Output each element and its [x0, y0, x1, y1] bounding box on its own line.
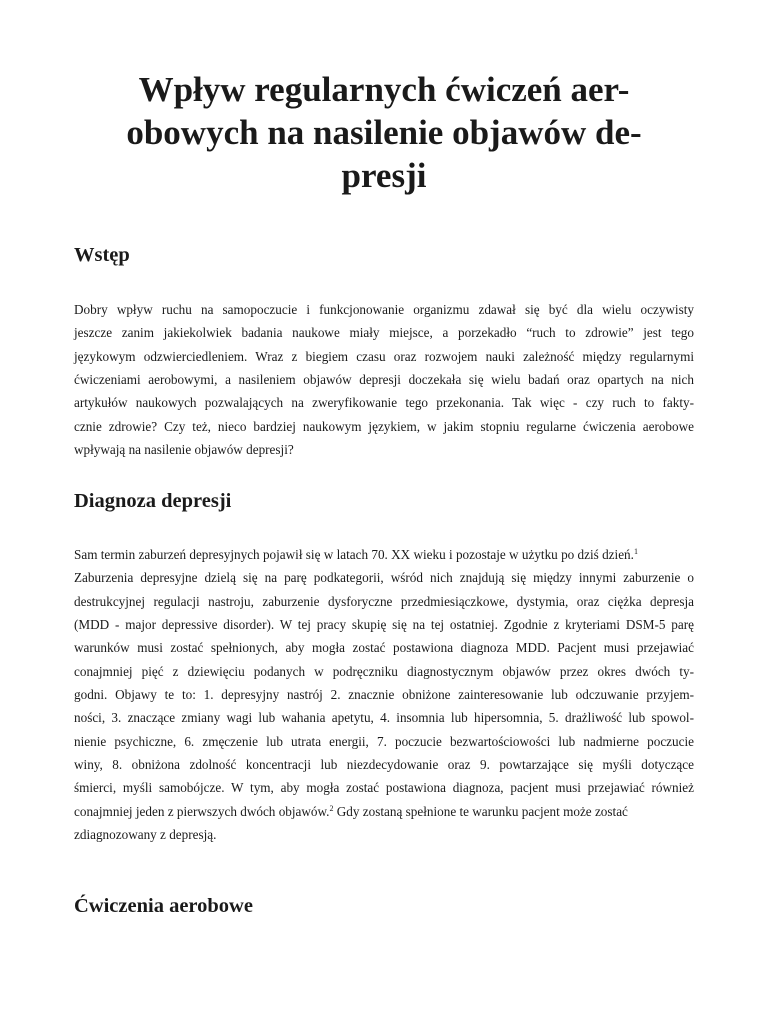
paragraph-line: wpływają na nasilenie objawów depresji?: [74, 442, 294, 458]
title-line: Wpływ regularnych ćwiczeń aer-: [138, 70, 630, 109]
paragraph-line: śmierci, myśli samobójcze. W tym, aby mogła zostać postawiona diagnoza, pacjent musi przejawiać również: [74, 780, 694, 796]
section-heading-diagnoza: Diagnoza depresji: [74, 490, 232, 512]
paragraph-line: cznie zdrowie? Czy też, nieco bardziej naukowym językiem, w jakim stopniu regularne ćwiczenia aerobowe: [74, 418, 694, 434]
title-line: presji: [341, 156, 427, 195]
paragraph-line: zdiagnozowany z depresją.: [74, 827, 217, 843]
paragraph-line: warunków musi zostać spełnionych, aby mogła zostać postawiona diagnoza MDD. Pacjent musi przejawiać: [74, 640, 694, 656]
paragraph-line: artykułów naukowych pozwalających na zweryfikowanie tego przekonania. Tak więc - czy ruch to fakty-: [74, 395, 694, 411]
section-heading-wstep: Wstęp: [74, 244, 130, 266]
paragraph-line: destrukcyjnej regulacji nastroju, zaburzenie dysforyczne przedmiesiączkowe, dystymia, oraz ciężka depresja: [74, 593, 694, 609]
line-text: conajmniej jeden z pierwszych dwóch objawów.: [74, 803, 330, 819]
paragraph-line: Dobry wpływ ruchu na samopoczucie i funkcjonowanie organizmu zdawał się być dla wielu oczywisty: [74, 302, 694, 317]
document-title: [60, 68, 708, 197]
paragraph-line: językowym odzwierciedleniem. Wraz z biegiem czasu oraz rozwojem nauki zależność między regularnymi: [74, 348, 694, 364]
line-text: Gdy zostaną spełnione te warunku pacjent może zostać: [333, 803, 628, 819]
paragraph-line: nienie psychiczne, 6. zmęczenie lub utrata energii, 7. poczucie bezwartościowości lub nadmierne poczucie: [74, 733, 694, 749]
title-line: obowych na nasilenie objawów de-: [126, 113, 642, 152]
paragraph-line: Zaburzenia depresyjne dzielą się na parę podkategorii, wśród nich znajdują się między innymi zaburzenie o: [74, 570, 694, 586]
line-text: Sam termin zaburzeń depresyjnych pojawił się w latach 70. XX wieku i pozostaje w użytku po dziś dzień.: [74, 547, 634, 562]
section-heading-cwiczenia: Ćwiczenia aerobowe: [74, 895, 253, 917]
footnote-marker: 1: [633, 547, 638, 556]
paragraph-line: ności, 3. znaczące zmiany wagi lub wahania apetytu, 4. insomnia lub hipersomnia, 5. drażliwość lub spowol-: [74, 710, 694, 726]
paragraph-wstep: [74, 298, 694, 461]
paragraph-diagnoza: [74, 543, 694, 846]
paragraph-line: ćwiczeniami aerobowymi, a nasileniem objawów depresji doczekała się wielu badań oraz opartych na nich: [74, 372, 694, 388]
paragraph-line: [74, 800, 694, 823]
paragraph-line: conajmniej pięć z dziewięciu podanych w podręczniku diagnostycznym objawów przez okres dwóch ty-: [74, 663, 694, 679]
paragraph-line: (MDD - major depressive disorder). W tej pracy skupię się na tej ostatniej. Zgodnie z kryteriami DSM-5 parę: [74, 617, 694, 633]
paragraph-line: winy, 8. obniżona zdolność koncentracji lub niezdecydowanie oraz 9. powtarzające się myśli dotyczące: [74, 757, 694, 773]
paragraph-line: godni. Objawy te to: 1. depresyjny nastrój 2. znacznie obniżone zainteresowanie lub odczuwanie przyjem-: [74, 687, 694, 703]
footnote-marker: 2: [329, 803, 334, 813]
paragraph-line: [74, 543, 694, 566]
paragraph-line: jeszcze zanim jakiekolwiek badania naukowe miały miejsce, a porzekadło “ruch to zdrowie” jest tego: [74, 325, 694, 341]
